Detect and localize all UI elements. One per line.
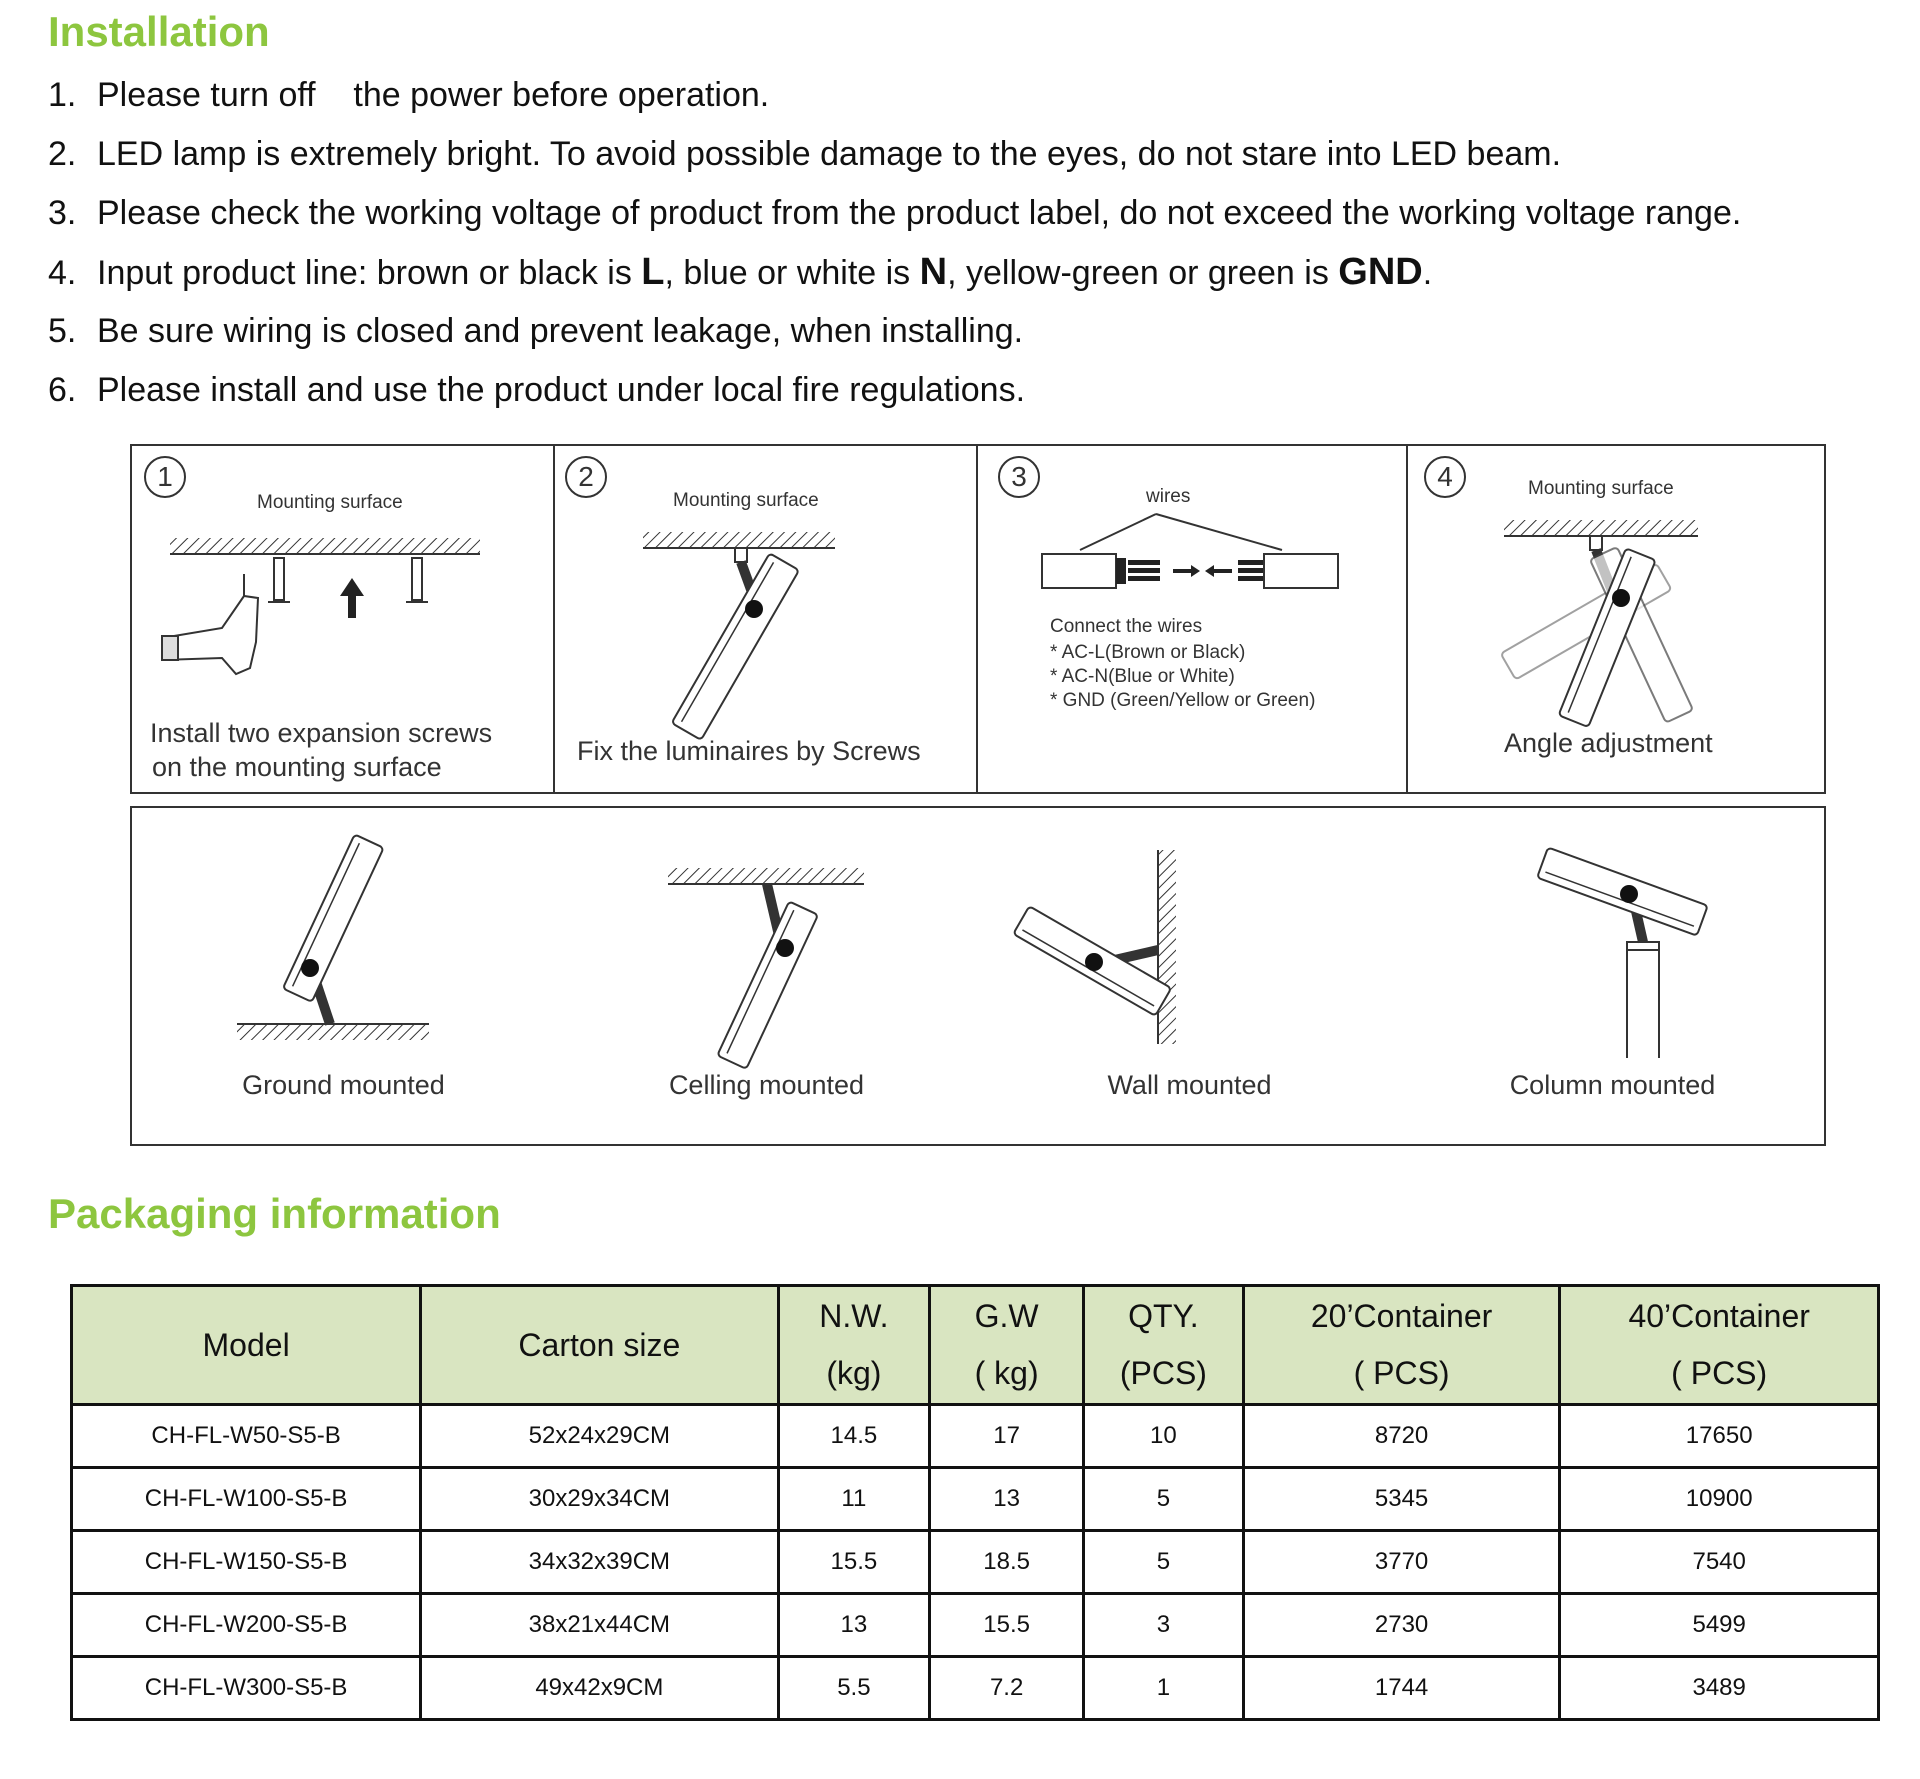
step-item: 6. Please install and use the product under local fire regulations. — [48, 371, 1026, 409]
wire-note: * GND (Green/Yellow or Green) — [1050, 690, 1316, 711]
col-header: 20’Container ( PCS) — [1243, 1286, 1560, 1405]
cell-nw: 15.5 — [778, 1531, 930, 1594]
step-number-badge: 2 — [565, 456, 607, 498]
cell-40ft: 7540 — [1560, 1531, 1879, 1594]
cell-qty: 10 — [1084, 1405, 1244, 1468]
cell-40ft: 3489 — [1560, 1657, 1879, 1720]
installation-diagram — [130, 444, 1826, 794]
cell-40ft: 17650 — [1560, 1405, 1879, 1468]
col-header: Model — [72, 1286, 421, 1405]
col-header: 40’Container ( PCS) — [1560, 1286, 1879, 1405]
installation-title: Installation — [48, 8, 270, 55]
mount-column — [1401, 808, 1824, 1144]
cell-40ft: 5499 — [1560, 1594, 1879, 1657]
step-item: 4. Input product line: brown or black is L, blue or white is N, yellow-green or green is GND. — [48, 251, 1433, 293]
cell-20ft: 1744 — [1243, 1657, 1560, 1720]
wire-note: * AC-L(Brown or Black) — [1050, 642, 1246, 663]
packaging-title: Packaging information — [48, 1190, 501, 1237]
cell-carton: 52x24x29CM — [421, 1405, 778, 1468]
cell-nw: 5.5 — [778, 1657, 930, 1720]
panel-caption: on the mounting surface — [152, 752, 442, 782]
cell-40ft: 10900 — [1560, 1468, 1879, 1531]
panel-angle-adjustment — [1406, 446, 1824, 792]
cell-20ft: 5345 — [1243, 1468, 1560, 1531]
col-header: N.W. (kg) — [778, 1286, 930, 1405]
cell-20ft: 3770 — [1243, 1531, 1560, 1594]
table-row — [72, 1594, 1879, 1657]
cell-model: CH-FL-W200-S5-B — [72, 1594, 421, 1657]
cell-gw: 18.5 — [930, 1531, 1084, 1594]
panel-caption: Angle adjustment — [1504, 728, 1713, 758]
cell-carton: 30x29x34CM — [421, 1468, 778, 1531]
cell-qty: 3 — [1084, 1594, 1244, 1657]
cell-carton: 38x21x44CM — [421, 1594, 778, 1657]
cell-model: CH-FL-W50-S5-B — [72, 1405, 421, 1468]
step-number-badge: 1 — [144, 456, 186, 498]
cell-model: CH-FL-W100-S5-B — [72, 1468, 421, 1531]
cell-gw: 7.2 — [930, 1657, 1084, 1720]
cell-nw: 14.5 — [778, 1405, 930, 1468]
wire-note: * AC-N(Blue or White) — [1050, 666, 1235, 687]
packaging-table — [70, 1284, 1880, 1721]
col-header: QTY. (PCS) — [1084, 1286, 1244, 1405]
mount-caption: Celling mounted — [668, 1070, 865, 1100]
cell-qty: 1 — [1084, 1657, 1244, 1720]
cell-qty: 5 — [1084, 1468, 1244, 1531]
mount-caption: Column mounted — [1509, 1070, 1716, 1100]
mounting-options — [130, 806, 1826, 1146]
col-header: G.W ( kg) — [930, 1286, 1084, 1405]
table-row — [72, 1405, 1879, 1468]
mount-wall — [978, 808, 1401, 1144]
panel-fix-luminaire — [553, 446, 978, 792]
cell-carton: 49x42x9CM — [421, 1657, 778, 1720]
step-item: 5. Be sure wiring is closed and prevent leakage, when installing. — [48, 312, 1024, 350]
cell-20ft: 8720 — [1243, 1405, 1560, 1468]
cell-nw: 11 — [778, 1468, 930, 1531]
installation-steps — [48, 70, 1741, 424]
mount-caption: Ground mounted — [242, 1070, 445, 1100]
cell-model: CH-FL-W150-S5-B — [72, 1531, 421, 1594]
table-row — [72, 1657, 1879, 1720]
mount-caption: Wall mounted — [1107, 1070, 1272, 1100]
cell-qty: 5 — [1084, 1531, 1244, 1594]
mount-ground — [132, 808, 555, 1144]
table-row — [72, 1531, 1879, 1594]
step-item: 2. LED lamp is extremely bright. To avoid possible damage to the eyes, do not stare into LED beam. — [48, 135, 1562, 173]
table-header-row — [72, 1286, 1879, 1405]
col-header: Carton size — [421, 1286, 778, 1405]
cell-carton: 34x32x39CM — [421, 1531, 778, 1594]
cell-gw: 17 — [930, 1405, 1084, 1468]
panel-connect-wires — [976, 446, 1408, 792]
panel-expansion-screws — [132, 446, 555, 792]
wires-label: wires — [1146, 486, 1191, 507]
step-item: 3. Please check the working voltage of product from the product label, do not exceed the working voltage range. — [48, 194, 1742, 232]
cell-nw: 13 — [778, 1594, 930, 1657]
step-number-badge: 4 — [1424, 456, 1466, 498]
mounting-surface-label: Mounting surface — [257, 492, 403, 513]
mounting-surface-label: Mounting surface — [673, 490, 819, 511]
step-number-badge: 3 — [998, 456, 1040, 498]
wire-note-title: Connect the wires — [1050, 616, 1203, 637]
table-row — [72, 1468, 1879, 1531]
mount-ceiling — [555, 808, 978, 1144]
cell-model: CH-FL-W300-S5-B — [72, 1657, 421, 1720]
step-item: 1. Please turn off the power before operation. — [48, 76, 770, 114]
panel-caption: Install two expansion screws — [150, 718, 493, 748]
mounting-surface-label: Mounting surface — [1528, 478, 1674, 499]
cell-20ft: 2730 — [1243, 1594, 1560, 1657]
cell-gw: 15.5 — [930, 1594, 1084, 1657]
cell-gw: 13 — [930, 1468, 1084, 1531]
panel-caption: Fix the luminaires by Screws — [577, 736, 921, 766]
